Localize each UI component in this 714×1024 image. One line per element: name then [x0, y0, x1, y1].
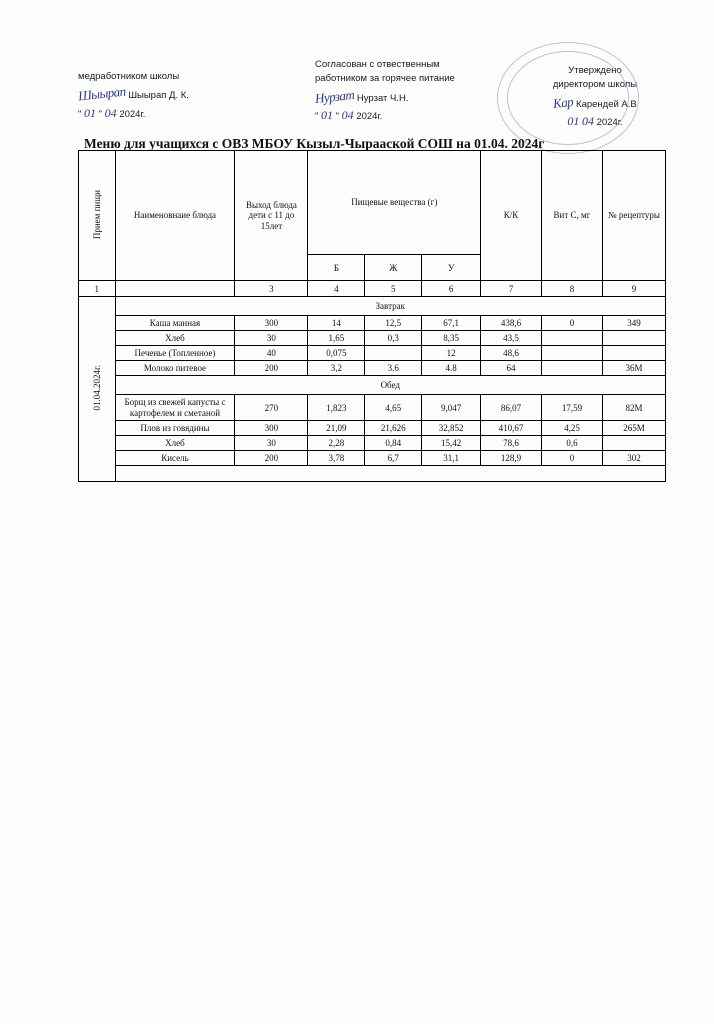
- col-index-3: 3: [235, 281, 308, 297]
- dish-name: Борщ из свежей капусты с картофелем и сметаной: [115, 395, 235, 421]
- dish-name: Каша манная: [115, 316, 235, 331]
- dish-protein: 21,09: [308, 421, 365, 436]
- table-row: [79, 421, 666, 436]
- table-row: [79, 451, 666, 466]
- dish-fat: 0,84: [365, 436, 422, 451]
- signature-mark: Шыырап: [77, 83, 127, 104]
- dish-calories: 438,6: [481, 316, 542, 331]
- dish-portion: 30: [235, 436, 308, 451]
- director-date: [500, 112, 690, 130]
- col-index-8: 8: [542, 281, 603, 297]
- table-row: [79, 346, 666, 361]
- dish-vitamin-c: 0: [542, 451, 603, 466]
- col-index-6: 6: [422, 281, 481, 297]
- header-block-medworker: [78, 70, 278, 122]
- dish-carbs: 67,1: [422, 316, 481, 331]
- dish-name: Плов из говядины: [115, 421, 235, 436]
- col-index-7: 7: [481, 281, 542, 297]
- th-carbs: У: [422, 255, 481, 281]
- dish-portion: 40: [235, 346, 308, 361]
- th-calories: К/К: [481, 151, 542, 281]
- header-block-approver: [315, 58, 525, 124]
- dish-carbs: 4.8: [422, 361, 481, 376]
- header-block-director: [500, 64, 690, 130]
- col-index-1: 1: [79, 281, 116, 297]
- th-nutrients: Пищевые вещества (г): [308, 151, 481, 255]
- page-title: Меню для учащихся с ОВЗ МБОУ Кызыл-Чырааской СОШ на 01.04. 2024г: [84, 136, 545, 151]
- dish-protein: 2,28: [308, 436, 365, 451]
- dish-recipe: [602, 331, 665, 346]
- dish-carbs: 12: [422, 346, 481, 361]
- date-quote-close: ": [335, 111, 340, 122]
- date-quote-open: ": [78, 108, 82, 120]
- dish-carbs: 9,047: [422, 395, 481, 421]
- medworker-date: [78, 104, 278, 122]
- col-index-2: [115, 281, 235, 297]
- dish-calories: 43,5: [481, 331, 542, 346]
- approver-line1: Согласован с отвественным: [315, 59, 440, 70]
- section-header-lunch: Обед: [115, 376, 665, 395]
- director-name: Карендей А.В: [576, 98, 637, 110]
- dish-portion: 300: [235, 421, 308, 436]
- date-quote-open: ": [315, 111, 319, 122]
- table-row: [79, 331, 666, 346]
- dish-protein: 1,65: [308, 331, 365, 346]
- dish-portion: 300: [235, 316, 308, 331]
- dish-fat: 12,5: [365, 316, 422, 331]
- col-index-5: 5: [365, 281, 422, 297]
- dish-calories: 410,67: [481, 421, 542, 436]
- dish-calories: 64: [481, 361, 542, 376]
- dish-vitamin-c: 17,59: [542, 395, 603, 421]
- dish-calories: 48,6: [481, 346, 542, 361]
- dish-name: Печенье (Топленное): [115, 346, 235, 361]
- approver-name: Нурзат Ч.Н.: [356, 92, 409, 104]
- approver-signature-row: [315, 87, 525, 107]
- approver-line2: работником за горячее питание: [315, 73, 455, 85]
- th-protein: Б: [308, 255, 365, 281]
- dish-name: Хлеб: [115, 331, 235, 346]
- dish-vitamin-c: 0,6: [542, 436, 603, 451]
- dish-calories: 78,6: [481, 436, 542, 451]
- th-vitamin-c: Вит С, мг: [542, 151, 603, 281]
- dish-carbs: 31,1: [422, 451, 481, 466]
- th-dish-name: Наименовнаие блюда: [115, 151, 235, 281]
- dish-protein: 14: [308, 316, 365, 331]
- dish-protein: 3,2: [308, 361, 365, 376]
- th-meal-type: Прием пищи: [79, 151, 116, 281]
- dish-fat: 6,7: [365, 451, 422, 466]
- dish-portion: 200: [235, 451, 308, 466]
- dish-fat: 0,3: [365, 331, 422, 346]
- dish-name: Хлеб: [115, 436, 235, 451]
- date-year: 2024г.: [119, 108, 146, 120]
- dish-name: Молоко питевое: [115, 361, 235, 376]
- dish-recipe: 36М: [602, 361, 665, 376]
- medworker-name: Шыырап Д. К.: [128, 90, 189, 102]
- dish-vitamin-c: 4,25: [542, 421, 603, 436]
- date-quote-close: ": [98, 108, 103, 120]
- director-line2: директором школы: [552, 79, 638, 91]
- col-index-9: 9: [602, 281, 665, 297]
- dish-portion: 270: [235, 395, 308, 421]
- date-column: 01.04.2024г.: [79, 297, 116, 482]
- section-header-breakfast: Завтрак: [115, 297, 665, 316]
- dish-protein: 1,823: [308, 395, 365, 421]
- table-row: [79, 395, 666, 421]
- dish-portion: 30: [235, 331, 308, 346]
- dish-portion: 200: [235, 361, 308, 376]
- th-recipe-number: № рецептуры: [602, 151, 665, 281]
- date-day: 01: [84, 105, 97, 120]
- table-row: [79, 316, 666, 331]
- dish-carbs: 15,42: [422, 436, 481, 451]
- dish-name: Кисель: [115, 451, 235, 466]
- date-month: 04: [341, 108, 354, 122]
- dish-protein: 0,075: [308, 346, 365, 361]
- medworker-label: медработником школы: [78, 71, 180, 82]
- dish-recipe: 349: [602, 316, 665, 331]
- dish-fat: [365, 346, 422, 361]
- dish-carbs: 8,35: [422, 331, 481, 346]
- col-index-4: 4: [308, 281, 365, 297]
- dish-fat: 3.6: [365, 361, 422, 376]
- table-row: [79, 361, 666, 376]
- menu-table: [78, 150, 666, 482]
- dish-calories: 86,07: [481, 395, 542, 421]
- th-portion: Выход блюда дети с 11 до 15лет: [235, 151, 308, 281]
- dish-recipe: [602, 436, 665, 451]
- medworker-signature-row: [78, 84, 278, 104]
- dish-vitamin-c: [542, 331, 603, 346]
- dish-calories: 128,9: [481, 451, 542, 466]
- th-fat: Ж: [365, 255, 422, 281]
- dish-carbs: 32,852: [422, 421, 481, 436]
- dish-vitamin-c: [542, 346, 603, 361]
- dish-recipe: 82М: [602, 395, 665, 421]
- signature-mark: Нурзат: [314, 86, 355, 106]
- dish-recipe: [602, 346, 665, 361]
- date-day: 01: [567, 114, 580, 128]
- date-year: 2024г.: [356, 111, 383, 122]
- dish-fat: 4,65: [365, 395, 422, 421]
- date-day: 01: [321, 108, 334, 122]
- dish-vitamin-c: 0: [542, 316, 603, 331]
- dish-recipe: 265М: [602, 421, 665, 436]
- dish-protein: 3,78: [308, 451, 365, 466]
- date-month: 04: [581, 114, 594, 128]
- signature-mark: Кар: [552, 93, 575, 111]
- table-row: [79, 436, 666, 451]
- date-year: 2024г.: [596, 117, 623, 128]
- director-signature-row: [500, 93, 690, 113]
- empty-row: [115, 466, 665, 482]
- date-month: 04: [104, 105, 117, 120]
- director-line1: Утверждено: [568, 65, 622, 76]
- approver-date: [315, 106, 525, 124]
- dish-vitamin-c: [542, 361, 603, 376]
- dish-fat: 21,626: [365, 421, 422, 436]
- dish-recipe: 302: [602, 451, 665, 466]
